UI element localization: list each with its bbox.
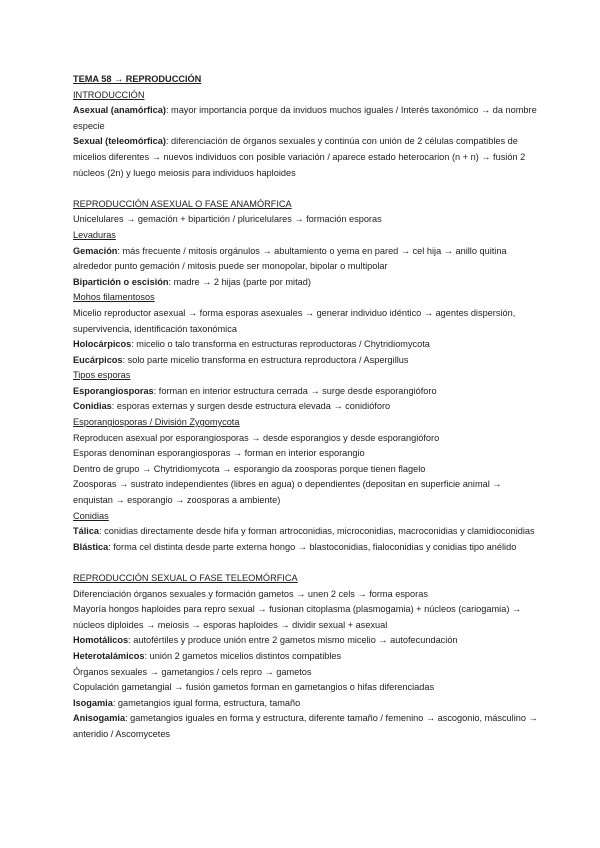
text-homotalicos: : autofértiles y produce unión entre 2 gametos mismo micelio → autofecundación [128,635,458,646]
term-holocarpicos: Holocárpicos [73,339,132,350]
line-zygo-1: Reproducen asexual por esporangiosporas → desde esporangios y desde esporangióforo [73,432,440,443]
line-sexual-1: Diferenciación órganos sexuales y formación gametos → unen 2 cels → forma esporas [73,588,428,599]
term-talica: Tálica [73,526,100,537]
paragraph-asexual [73,103,540,134]
heading-mohos: Mohos filamentosos [73,292,155,303]
paragraph-blastica [73,540,540,556]
heading-tipos-esporas: Tipos esporas [73,370,131,381]
term-isogamia: Isogamia [73,697,113,708]
text-isogamia: : gametangios igual forma, estructura, tamaño [112,697,301,708]
line-sexual-3: Órganos sexuales → gametangios / cels repro → gametos [73,666,312,677]
heading-levaduras: Levaduras [73,229,116,240]
paragraph-esporangiosporas [73,384,540,400]
text-esporangiosporas: : forman en interior estructura cerrada → surge desde esporangióforo [153,385,437,396]
term-eucarpicos: Eucárpicos [73,354,123,365]
term-esporangiosporas: Esporangiosporas [73,385,154,396]
term-anisogamia: Anisogamia [73,713,126,724]
text-sexual: : diferenciación de órganos sexuales y continúa con unión de 2 células compatibles de micelios diferentes → nuevos individuos con posible variación / aparece estado heterocarion (n + n) → fusión 2 núcleos (2n) y luego meiosis para individuos haploides [73,136,526,178]
term-asexual: Asexual (anamórfica) [73,105,166,116]
heading-introduccion: INTRODUCCIÓN [73,89,145,100]
term-sexual: Sexual (teleomórfica) [73,136,166,147]
line-zygo-2: Esporas denominan esporangiosporas → forman en interior esporangio [73,448,365,459]
paragraph-gemacion [73,244,540,275]
text-heterotalamicos: : unión 2 gametos micelios distintos compatibles [144,650,342,661]
line-zygo-3: Dentro de grupo → Chytridiomycota → esporangio da zoosporas porque tienen flagelo [73,463,426,474]
term-gemacion: Gemación [73,245,118,256]
text-anisogamia: : gametangios iguales en forma y estructura, diferente tamaño / femenino → ascogonio, másculino → anteridio / Ascomycetes [73,713,538,739]
text-talica: : conidias directamente desde hifa y forman artroconidias, microconidias, macroconidias y clamidioconidias [99,526,535,537]
term-homotalicos: Homotálicos [73,635,129,646]
term-blastica: Blástica [73,541,109,552]
line-sexual-2: Mayoría hongos haploides para repro sexual → fusionan citoplasma (plasmogamia) + núcleos (cariogamia) → núcleos diploides → meiosis → esporas haploides → dividir sexual + asexual [73,604,522,630]
paragraph-isogamia [73,696,540,712]
paragraph-anisogamia [73,711,540,742]
text-holocarpicos: : micelio o talo transforma en estructuras reproductoras / Chytridiomycota [131,339,430,350]
paragraph-heterotalamicos [73,649,540,665]
term-biparticion: Bipartición o escisión [73,276,169,287]
paragraph-eucarpicos [73,353,540,369]
paragraph-holocarpicos [73,337,540,353]
text-biparticion: : madre → 2 hijas (parte por mitad) [168,276,311,287]
paragraph-mohos: Micelio reproductor asexual → forma esporas asexuales → generar individuo idéntico → agentes dispersión, supervivencia, identificación taxonómica [73,307,516,334]
text-blastica: : forma cel distinta desde parte externa hongo → blastoconidias, fialoconidias y conidias tipo anélido [108,541,517,552]
term-heterotalamicos: Heterotalámicos [73,650,145,661]
heading-zygomycota: Esporangiosporas / División Zygomycota [73,417,240,428]
paragraph-talica [73,524,540,540]
spacer [73,555,540,571]
page-title: TEMA 58 → REPRODUCCIÓN [73,74,202,84]
paragraph-sexual [73,134,540,181]
paragraph-biparticion [73,275,540,291]
line-zygo-4: Zoosporas → sustrato independientes (libres en agua) o dependientes (depositan en superficie animal → enquistan → esporangio → zoosporas a ambiente) [73,479,502,506]
spacer [73,181,540,197]
line-sexual-4: Copulación gametangial → fusión gametos forman en gametangios o hifas diferenciadas [73,682,435,693]
term-conidias: Conidias [73,401,112,412]
heading-conidias: Conidias [73,510,109,521]
line-unicelulares: Unicelulares → gemación + bipartición / pluricelulares → formación esporas [73,214,382,225]
paragraph-conidias [73,399,540,415]
heading-reproduccion-sexual: REPRODUCCIÓN SEXUAL O FASE TELEOMÓRFICA [73,573,298,583]
paragraph-homotalicos [73,633,540,649]
heading-reproduccion-asexual: REPRODUCCIÓN ASEXUAL O FASE ANAMÓRFICA [73,198,292,209]
text-asexual: : mayor importancia porque da inviduos muchos iguales / Interés taxonómico → da nombre especie [73,105,537,131]
text-eucarpicos: : solo parte micelio transforma en estructura reproductora / Aspergillus [122,354,409,365]
text-gemacion: : más frecuente / mitosis orgánulos → abultamiento o yema en pared → cel hija → anillo quitina alrededor punto gemación / mitosis puede ser monopolar, bipolar o multipolar [73,245,507,272]
text-conidias: : esporas externas y surgen desde estructura elevada → conidióforo [111,401,391,412]
